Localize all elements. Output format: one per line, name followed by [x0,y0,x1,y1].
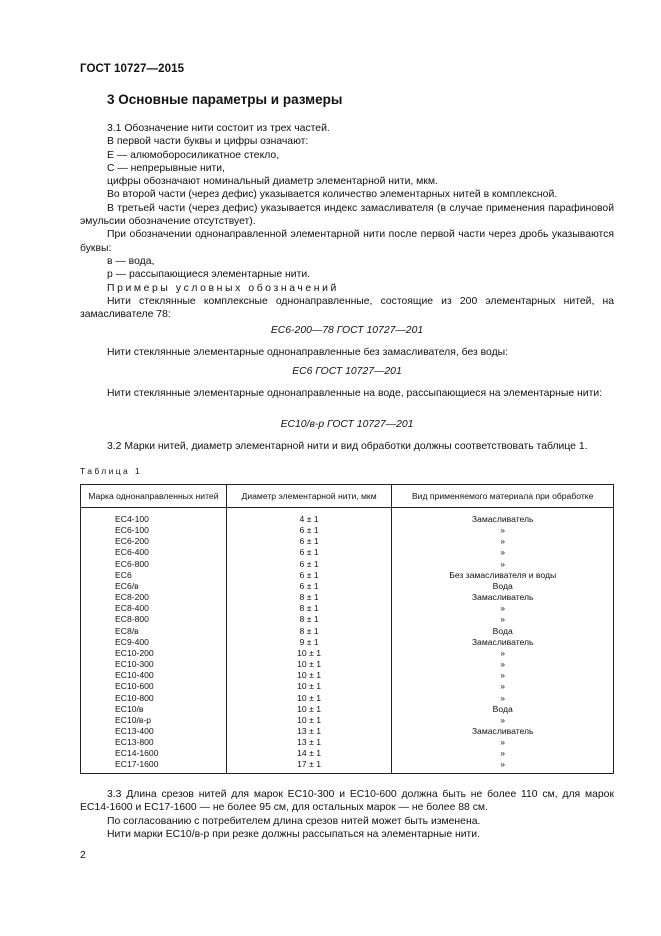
cell-material: » [392,659,614,670]
cell-diameter: 17 ± 1 [226,759,392,773]
section-title: 3 Основные параметры и размеры [107,92,343,107]
cell-diameter: 6 ± 1 [226,536,392,547]
cell-grade: ЕС10-400 [81,670,227,681]
cell-grade: ЕС6/в [81,581,227,592]
table-row [81,559,614,570]
cell-material: » [392,759,614,773]
table-row [81,759,614,773]
cell-grade: ЕС10-300 [81,659,227,670]
paragraph-unidirectional: При обозначении однонаправленной элементарной нити после первой части через дробь указываются буквы: [80,229,614,254]
paragraph-second-part: Во второй части (через дефис) указывается количество элементарных нитей в комплексной. [107,189,558,201]
table-row [81,514,614,525]
example-2-block [80,346,614,359]
header-diameter: Диаметр элементарной нити, мкм [226,485,392,508]
cell-grade: ЕС6-200 [81,536,227,547]
table-1 [80,484,614,774]
paragraph-v: в — вода, [107,255,155,267]
header-material: Вид применяемого материала при обработке [392,485,614,508]
paragraph-3-1: 3.1 Обозначение нити состоит из трех частей. [107,123,330,134]
page-number: 2 [80,850,86,861]
table-row [81,536,614,547]
cell-diameter: 9 ± 1 [226,637,392,648]
cell-material: Замасливатель [392,592,614,603]
cell-material: » [392,559,614,570]
cell-material: » [392,603,614,614]
header-grade: Марка однонаправленных нитей [81,485,227,508]
cell-material: Замасливатель [392,637,614,648]
cell-grade: ЕС6 [81,570,227,581]
cell-diameter: 6 ± 1 [226,547,392,558]
cell-material: » [392,670,614,681]
cell-material: Замасливатель [392,514,614,525]
table-row [81,704,614,715]
paragraph-third-part: В третьей части (через дефис) указывается индекс замасливателя (в случае применения парафиновой эмульсии обозначение отсутствует). [80,202,614,228]
cell-grade: ЕС13-400 [81,726,227,737]
examples-heading: Примеры условных обозначений [107,282,339,294]
after-table-block [80,788,614,841]
cell-diameter: 13 ± 1 [226,737,392,748]
cell-grade: ЕС6-800 [81,559,227,570]
cell-diameter: 8 ± 1 [226,614,392,625]
table-row [81,726,614,737]
example-2-text: Нити стеклянные элементарные однонаправленные без замасливателя, без воды: [107,347,509,358]
table-row [81,547,614,558]
table-row [81,737,614,748]
cell-material: Вода [392,581,614,592]
table-row [81,681,614,692]
example-1-text: Нити стеклянные комплексные однонаправленные, состоящие из 200 элементарных нитей, на замасливателе 78: [80,295,614,321]
standard-header: ГОСТ 10727—2015 [80,63,185,75]
example-1-formula: ЕС6-200—78 ГОСТ 10727—201 [270,325,424,336]
cell-grade: ЕС8-200 [81,592,227,603]
cell-material: » [392,536,614,547]
cell-material: » [392,715,614,726]
cell-grade: ЕС10-200 [81,648,227,659]
cell-diameter: 14 ± 1 [226,748,392,759]
table-header-row [81,485,614,508]
example-3-text: Нити стеклянные элементарные однонаправленные на воде, рассыпающиеся на элементарные нити: [107,388,603,399]
cell-grade: ЕС8-800 [81,614,227,625]
table-row [81,670,614,681]
cell-diameter: 6 ± 1 [226,581,392,592]
table-caption: Таблица 1 [80,466,143,476]
cell-material: » [392,547,614,558]
cell-material: » [392,748,614,759]
cell-grade: ЕС8/в [81,626,227,637]
cell-grade: ЕС9-400 [81,637,227,648]
table-row [81,570,614,581]
paragraph-splitting: Нити марки ЕС10/в-р при резке должны рассыпаться на элементарные нити. [107,828,480,840]
cell-grade: ЕС17-1600 [81,759,227,773]
table-row [81,581,614,592]
cell-grade: ЕС10/в-р [81,715,227,726]
paragraph-3-2-block [80,440,614,453]
paragraph-digits: цифры обозначают номинальный диаметр элементарной нити, мкм. [107,176,438,188]
section-body [80,122,614,321]
cell-grade: ЕС10-800 [81,693,227,704]
cell-material: » [392,648,614,659]
cell-diameter: 4 ± 1 [226,514,392,525]
example-3-block [80,387,614,400]
cell-material: » [392,681,614,692]
table-row [81,648,614,659]
example-3-formula: ЕС10/в-р ГОСТ 10727—201 [280,419,414,430]
cell-diameter: 8 ± 1 [226,626,392,637]
table-row [81,693,614,704]
cell-diameter: 10 ± 1 [226,704,392,715]
cell-diameter: 6 ± 1 [226,570,392,581]
cell-grade: ЕС8-400 [81,603,227,614]
paragraph-e: Е — алюмоборосиликатное стекло, [107,149,280,161]
cell-grade: ЕС14-1600 [81,748,227,759]
cell-grade: ЕС6-100 [81,525,227,536]
cell-diameter: 10 ± 1 [226,670,392,681]
paragraph-c: С — непрерывные нити, [107,162,226,174]
cell-material: » [392,693,614,704]
table-row [81,614,614,625]
cell-grade: ЕС4-100 [81,514,227,525]
table-row [81,592,614,603]
cell-diameter: 8 ± 1 [226,603,392,614]
cell-material: » [392,525,614,536]
cell-diameter: 10 ± 1 [226,715,392,726]
table-row [81,603,614,614]
cell-diameter: 10 ± 1 [226,648,392,659]
table-body [81,508,614,774]
cell-diameter: 6 ± 1 [226,559,392,570]
cell-grade: ЕС6-400 [81,547,227,558]
paragraph-3-3: 3.3 Длина срезов нитей для марок ЕС10-300 и ЕС10-600 должна быть не более 110 см, для марок ЕС14-1600 и ЕС17-1600 — не более 95 см, для остальных марок — не более 88 см. [80,789,614,814]
example-2-formula: ЕС6 ГОСТ 10727—201 [292,366,402,377]
paragraph-3-2: 3.2 Марки нитей, диаметр элементарной нити и вид обработки должны соответствовать таблице 1. [107,441,588,452]
cell-material: Вода [392,626,614,637]
cell-material: » [392,614,614,625]
cell-material: Без замасливателя и воды [392,570,614,581]
cell-diameter: 10 ± 1 [226,659,392,670]
cell-diameter: 13 ± 1 [226,726,392,737]
table-row [81,715,614,726]
table-row [81,525,614,536]
cell-material: Вода [392,704,614,715]
cell-diameter: 10 ± 1 [226,681,392,692]
paragraph-agreement: По согласованию с потребителем длина срезов нитей может быть изменена. [107,815,481,827]
cell-diameter: 6 ± 1 [226,525,392,536]
cell-grade: ЕС13-800 [81,737,227,748]
cell-diameter: 10 ± 1 [226,693,392,704]
paragraph-first-part: В первой части буквы и цифры означают: [107,136,309,148]
table-row [81,748,614,759]
table-row [81,626,614,637]
paragraph-r: р — рассыпающиеся элементарные нити. [107,269,311,281]
cell-material: Замасливатель [392,726,614,737]
cell-grade: ЕС10-600 [81,681,227,692]
cell-grade: ЕС10/в [81,704,227,715]
table-row [81,637,614,648]
table-row [81,659,614,670]
cell-material: » [392,737,614,748]
cell-diameter: 8 ± 1 [226,592,392,603]
